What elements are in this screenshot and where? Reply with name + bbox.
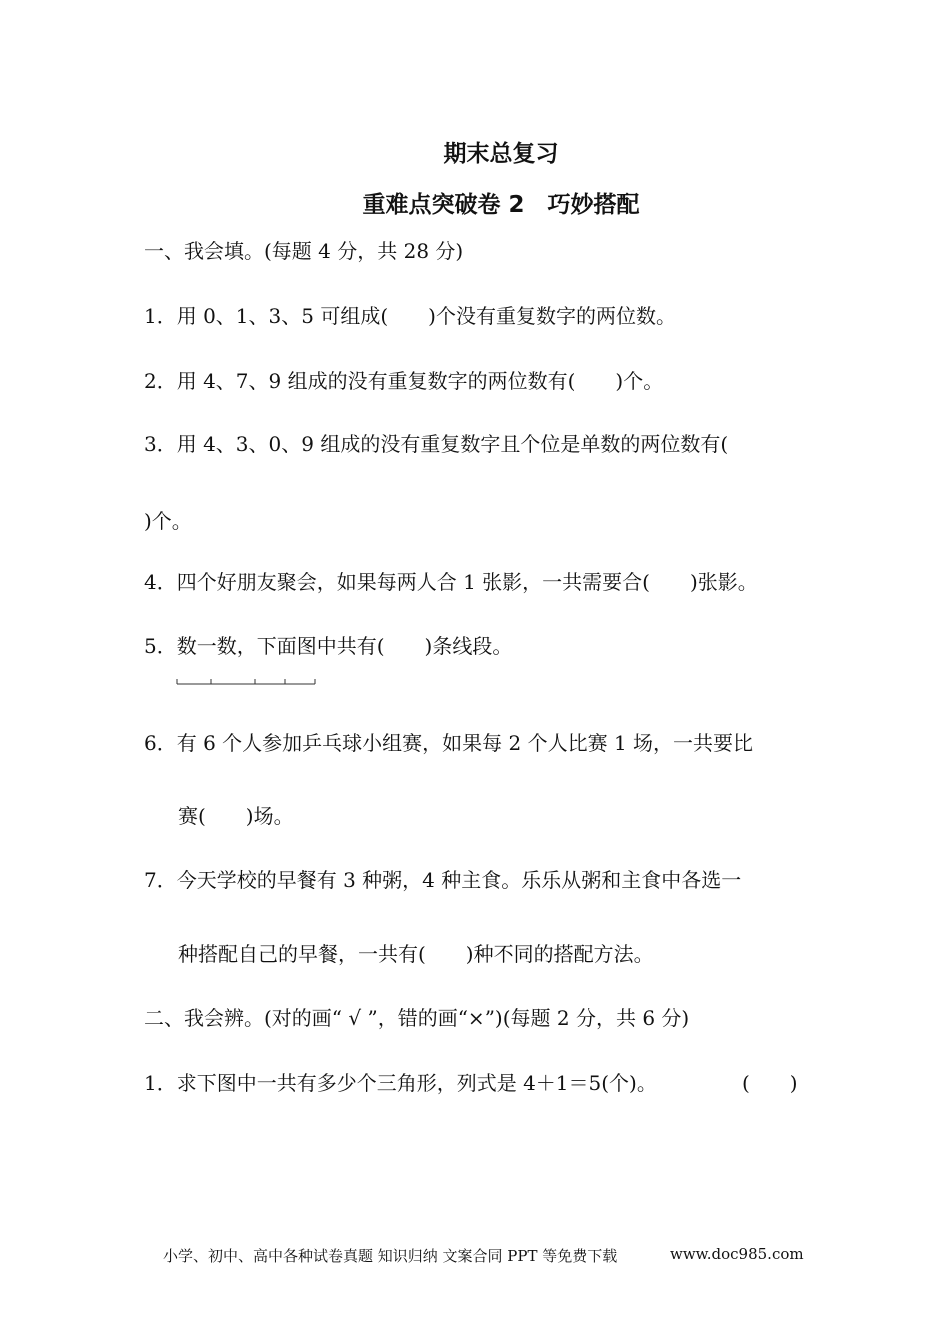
question-6-line-1: 6．有 6 个人参加乒乓球小组赛，如果每 2 个人比赛 1 场，一共要比 [144,731,754,755]
line-segment-figure [176,676,318,688]
section-heading-judge: 二、我会辨。(对的画“ √ ”，错的画“×”)(每题 2 分，共 6 分) [144,1006,690,1030]
footer-text: 小学、初中、高中各种试卷真题 知识归纳 文案合同 PPT 等免费下载 [163,1247,618,1265]
question-5: 5．数一数，下面图中共有( )条线段。 [144,634,513,658]
question-7-line-1: 7．今天学校的早餐有 3 种粥，4 种主食。乐乐从粥和主食中各选一 [144,868,742,892]
page-title: 期末总复习 [443,141,559,167]
question-4: 4．四个好朋友聚会，如果每两人合 1 张影，一共需要合( )张影。 [144,570,758,594]
judge-question-1: 1．求下图中一共有多少个三角形，列式是 4＋1＝5(个)。 [144,1071,657,1095]
footer-url: www.doc985.com [670,1245,804,1263]
question-3-line-2: )个。 [144,509,192,533]
section-heading-fill: 一、我会填。(每题 4 分，共 28 分) [144,239,464,263]
question-2: 2．用 4、7、9 组成的没有重复数字的两位数有( )个。 [144,369,664,393]
page-subtitle: 重难点突破卷 2 巧妙搭配 [362,192,640,218]
answer-bracket: ( ) [742,1071,798,1095]
question-6-line-2: 赛( )场。 [178,804,294,828]
question-7-line-2: 种搭配自己的早餐，一共有( )种不同的搭配方法。 [178,942,654,966]
question-3-line-1: 3．用 4、3、0、9 组成的没有重复数字且个位是单数的两位数有( [144,432,729,456]
question-1: 1．用 0、1、3、5 可组成( )个没有重复数字的两位数。 [144,304,676,328]
